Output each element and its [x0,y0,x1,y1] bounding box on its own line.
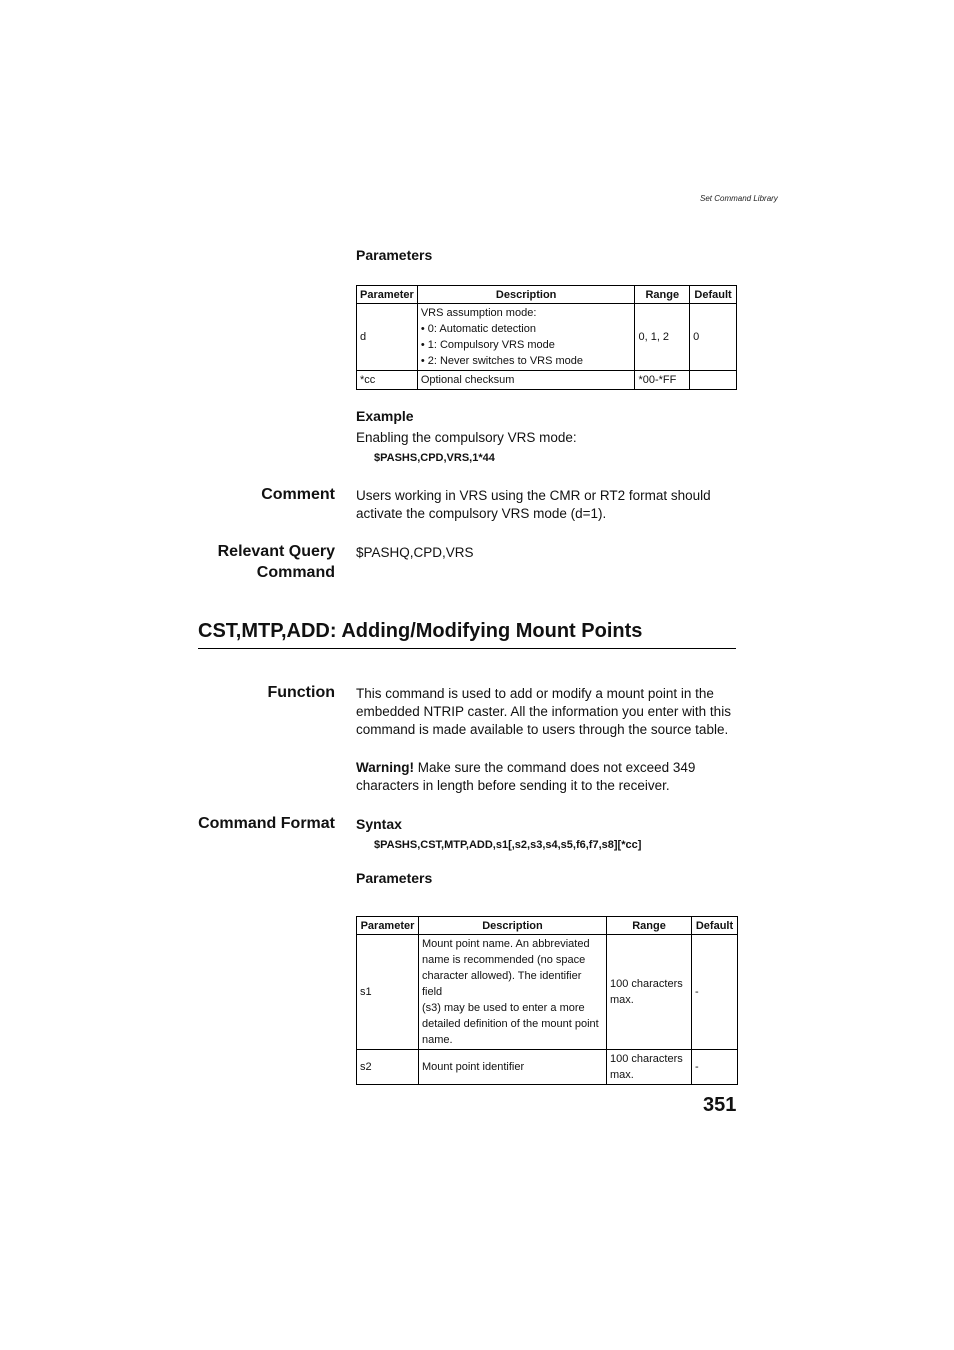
default-cell: 0 [690,304,737,371]
default-cell: - [692,935,738,1050]
header-parameter: Parameter [357,286,418,304]
table-row [357,371,737,390]
range-line: 100 characters [610,1053,683,1065]
header-parameter: Parameter [357,917,419,935]
header-range: Range [635,286,690,304]
range-cell [607,935,692,1050]
function-label: Function [267,684,335,701]
param-cell: d [357,304,418,371]
param-cell: s2 [357,1050,419,1085]
parameters-heading: Parameters [356,247,433,263]
desc-cell: Optional checksum [417,371,635,390]
example-code: $PASHS,CPD,VRS,1*44 [374,452,495,464]
default-cell: - [692,1050,738,1085]
query-text: $PASHQ,CPD,VRS [356,545,474,560]
warning-label: Warning! [356,760,414,775]
header-description: Description [417,286,635,304]
desc-bullet: • 2: Never switches to VRS mode [420,355,584,367]
desc-line: VRS assumption mode: [420,307,537,319]
page-number: 351 [703,1094,737,1116]
relevant-query-label-line2: Command [256,564,335,581]
table-row [357,935,738,1050]
example-text: Enabling the compulsory VRS mode: [356,430,577,445]
comment-label: Comment [261,486,335,503]
range-cell [607,1050,692,1085]
section-title: CST,MTP,ADD: Adding/Modifying Mount Points [198,620,643,642]
comment-text: Users working in VRS using the CMR or RT2 format should activate the compulsory VRS mode (d=1). [356,488,711,521]
table-row [357,1050,738,1085]
relevant-query-label-line1: Relevant Query [217,543,335,560]
param-cell: *cc [357,371,418,390]
default-cell [690,371,737,390]
param-cell: s1 [357,935,419,1050]
desc-line: name is recommended (no space [422,954,586,966]
desc-line: detailed definition of the mount point [422,1018,599,1030]
range-line: max. [610,994,634,1006]
example-heading: Example [356,408,414,424]
desc-cell [417,304,635,371]
table-header-row [357,917,738,935]
table-row [357,304,737,371]
range-line: max. [610,1069,634,1081]
desc-line: (s3) may be used to enter a more [422,1002,585,1014]
header-default: Default [692,917,738,935]
range-cell: 0, 1, 2 [635,304,690,371]
desc-bullet: • 0: Automatic detection [420,323,536,335]
syntax-heading: Syntax [356,816,402,832]
header-default: Default [690,286,737,304]
mtp-parameters-table [356,916,738,1085]
section-rule [198,648,736,649]
desc-cell [419,935,607,1050]
warning-paragraph [356,759,736,795]
desc-bullet: • 1: Compulsory VRS mode [420,339,555,351]
warning-text: Make sure the command does not exceed 349 characters in length before sending it to the receiver. [356,760,696,793]
header-description: Description [419,917,607,935]
syntax-code: $PASHS,CST,MTP,ADD,s1[,s2,s3,s4,s5,f6,f7,s8][*cc] [374,839,642,851]
range-cell: *00-*FF [635,371,690,390]
table-header-row [357,286,737,304]
relevant-query-label [135,541,335,583]
cpd-parameters-table [356,285,737,390]
parameters-heading-2: Parameters [356,870,433,886]
command-format-label: Command Format [198,815,335,832]
running-header: Set Command Library [700,194,778,203]
desc-line: name. [422,1034,453,1046]
header-range: Range [607,917,692,935]
desc-cell: Mount point identifier [419,1050,607,1085]
function-text: This command is used to add or modify a mount point in the embedded NTRIP caster. All the information you enter with this command is made available to users through the source table. [356,686,731,737]
desc-line: Mount point name. An abbreviated [422,938,590,950]
range-line: 100 characters [610,978,683,990]
desc-line: character allowed). The identifier field [422,970,582,998]
